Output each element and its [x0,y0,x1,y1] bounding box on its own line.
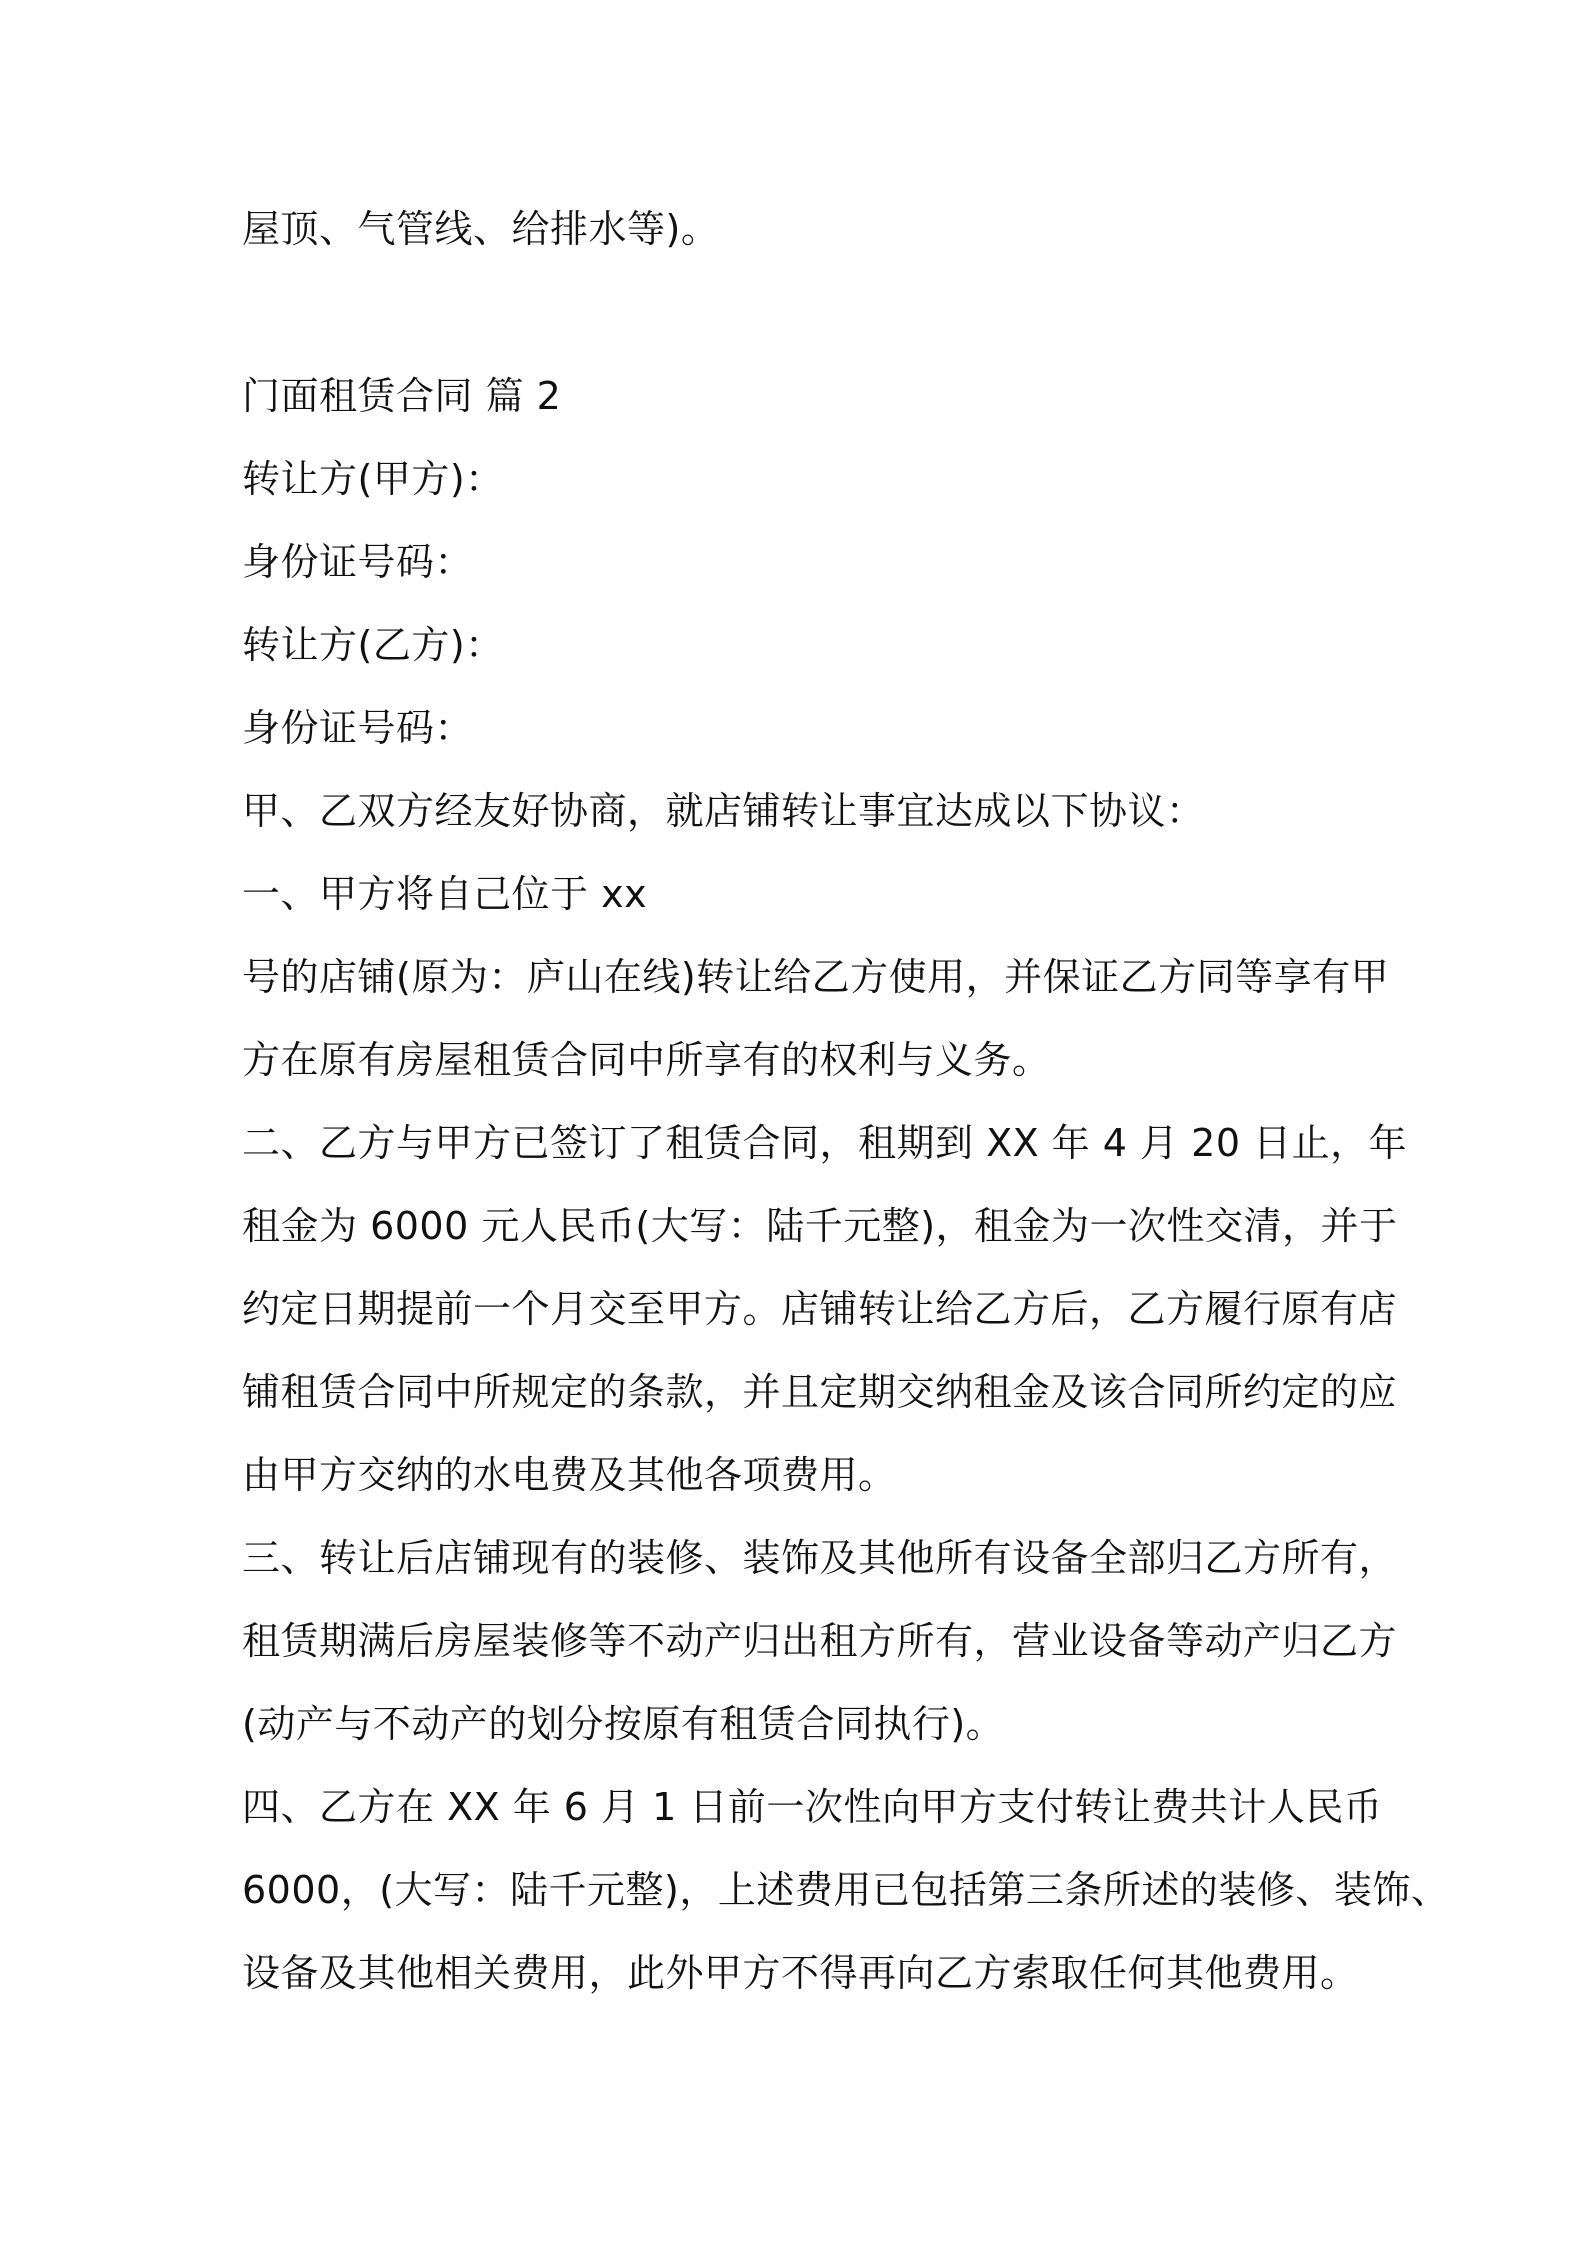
clause-2-line-1: 二、乙方与甲方已签订了租赁合同，租期到 XX 年 4 月 20 日止，年 [242,1121,1408,1165]
clause-3-line-2: 租赁期满后房屋装修等不动产归出租方所有，营业设备等动产归乙方 [242,1619,1398,1663]
section-title: 门面租赁合同 篇 2 [242,374,562,418]
agreement-intro: 甲、乙双方经友好协商，就店铺转让事宜达成以下协议： [242,789,1205,833]
party-a-label: 转让方(甲方)： [242,457,504,501]
clause-1-line-3: 方在原有房屋租赁合同中所享有的权利与义务。 [242,1038,1051,1082]
clause-1-line-2: 号的店铺(原为：庐山在线)转让给乙方使用，并保证乙方同等享有甲 [242,955,1390,999]
party-a-id-label: 身份证号码： [242,540,474,584]
party-b-label: 转让方(乙方)： [242,623,504,667]
clause-2-line-3: 约定日期提前一个月交至甲方。店铺转让给乙方后，乙方履行原有店 [242,1287,1398,1331]
party-b-id-label: 身份证号码： [242,706,474,750]
clause-4-line-2: 6000，(大写：陆千元整)，上述费用已包括第三条所述的装修、装饰、 [242,1868,1450,1912]
clause-3-line-1: 三、转让后店铺现有的装修、装饰及其他所有设备全部归乙方所有， [242,1536,1398,1580]
clause-1-line-1: 一、甲方将自己位于 xx [242,872,648,916]
clause-2-line-2: 租金为 6000 元人民币(大写：陆千元整)，租金为一次性交清，并于 [242,1204,1398,1248]
clause-4-line-3: 设备及其他相关费用，此外甲方不得再向乙方索取任何其他费用。 [242,1951,1359,1995]
clause-3-line-3: (动产与不动产的划分按原有租赁合同执行)。 [242,1702,1005,1746]
paragraph-line-continuation: 屋顶、气管线、给排水等)。 [242,207,720,251]
clause-4-line-1: 四、乙方在 XX 年 6 月 1 日前一次性向甲方支付转让费共计人民币 [242,1785,1383,1829]
clause-2-line-4: 铺租赁合同中所规定的条款，并且定期交纳租金及该合同所约定的应 [242,1370,1398,1414]
clause-2-line-5: 由甲方交纳的水电费及其他各项费用。 [242,1453,897,1497]
